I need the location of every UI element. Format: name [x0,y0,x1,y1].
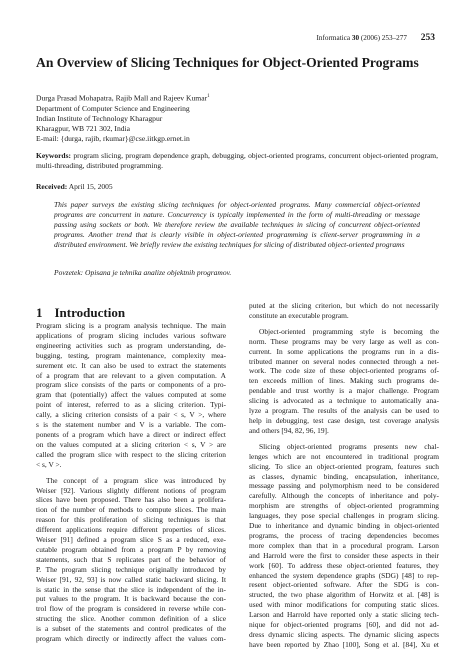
text-line: < s, V >. [36,459,62,469]
text-line: morphism are strengths of object-oriented programming [249,501,439,511]
text-line: Due to inheritance and dynamic binding in object-oriented [249,521,439,531]
text-line: applications of program slicing includes various software [36,330,226,340]
povzetek: Povzetek: Opisana je tehnika analize objektnih programov. [54,268,232,277]
text-line: Slicing object-oriented programs presents new chal- [259,441,439,451]
keywords-text: program slicing, program dependence graph, debugging, object-oriented programs, concurrent object-oriented program, multi-threading, distributed programming. [36,151,438,170]
author-email: E-mail: {durga, rajib, rkumar}@cse.iitkgp.ernet.in [36,134,190,144]
text-line: Larson and Harrold have reported only a static slicing tech- [249,610,439,620]
text-line: Weiser [91] defined a program slice S as a reduced, exe- [36,535,226,545]
text-line: structing the slice. Another common definition of a slice [36,614,226,624]
text-line: Weiser [91, 92, 93] is now called static backward slicing. It [36,574,226,584]
text-line: engineering activities such as program understanding, de- [36,340,226,350]
text-line: have been reported by Zhao [100], Song et al. [84], Xu et [249,639,439,649]
author-names-text: Durga Prasad Mohapatra, Rajib Mall and Rajeev Kumar [36,93,208,103]
text-line: tributed manner on several nodes connected through a net- [249,356,439,366]
section-heading [36,305,125,321]
section-number: 1 [36,305,43,320]
keywords [36,151,438,171]
author-city: Kharagpur, WB 721 302, India [36,124,131,134]
author-footnote-mark: 1 [207,94,210,99]
text-line: lyze a program. The results of the analysis can be used to [249,406,439,416]
text-line: of a program that are relevant to a given computation. A [36,370,226,380]
running-header [317,33,435,43]
text-line: nique for object-oriented programs [60], and did not ad- [249,620,439,630]
text-line: reason for this proliferation of slicing techniques is that [36,515,226,525]
right-column [249,301,439,650]
journal-issue-pages: (2006) 253–277 [360,34,407,42]
text-line: help in debugging, test case design, test coverage analysis [249,415,439,425]
text-line: bugging, testing, program maintenance, complexity mea- [36,350,226,360]
keywords-label: Keywords: [36,151,71,160]
text-line: program slice consists of the parts or components of a pro- [36,380,226,390]
text-line: slices have been proposed. There has also been a prolifera- [36,495,226,505]
text-line: and Harrold were the first to consider these aspects in their [249,550,439,560]
text-line: and others [94, 82, 96, 19]. [249,425,329,435]
journal-name: Informatica [316,34,351,42]
text-line: is static in the sense that the slice is independent of the in- [36,584,226,594]
text-line: P. The program slicing technique originally introduced by [36,564,226,574]
text-line: work [60]. To address these object-oriented features, they [249,560,439,570]
text-line: norm. These programs may be very large as well as con- [249,336,439,346]
text-line: on the values computed at a slicing criterion < s, V > are [36,439,226,449]
text-line: programs, the process of tracing dependencies becomes [249,530,439,540]
text-line: The concept of a program slice was introduced by [46,475,226,485]
abstract: This paper surveys the existing slicing techniques for object-oriented programs. Many commercial object-oriented programs are concurrent in nature. Concurrency is typically implemented in the form of multi-threading or message passing using sockets or both. We therefore review the available techniques in slicing of concurrent object-oriented programs. Another trend that is clearly visible in object-oriented programming is client-server programming in a distributed environment. We briefly review the existing techniques for slicing of distributed object-oriented programs [54,200,420,249]
text-line: Object-oriented programming style is becoming the [259,326,439,336]
text-line: Program slicing is a program analysis technique. The main [36,321,226,330]
text-line: is a subset of the statements and control predicates of the [36,624,226,634]
text-line: gram that (potentially) affect the values computed at some [36,390,226,400]
text-line: put values to the program. It is backward because the con- [36,594,226,604]
text-line: as classes, dynamic binding, encapsulation, inheritance, [249,471,439,481]
text-line: tion of the number of methods to compute slices. The main [36,505,226,515]
author-institute: Indian Institute of Technology Kharagpur [36,113,163,123]
text-line: ponents of a program which have a direct or indirect effect [36,429,226,439]
text-line: work. The code size of these object-oriented programs of- [249,366,439,376]
text-line: used with minor modifications for computing static slices. [249,600,439,610]
received-value: April 15, 2005 [68,182,113,191]
text-line: slicing. To slice an object-oriented program, features such [249,461,439,471]
left-column [36,321,226,644]
received-label: Received: [36,182,68,191]
text-line: structed, the two phase algorithm of Horwitz et al. [48] is [249,590,439,600]
author-department: Department of Computer Science and Engineering [36,103,190,113]
text-line: pendable and trust worthy is a major challenge. Program [249,386,439,396]
author-names [36,92,210,104]
text-line: program which directly or indirectly affect the values com- [36,634,226,644]
text-line: cally, a slicing criterion consists of a pair < s, V >, where [36,410,226,420]
paper-title: An Overview of Slicing Techniques for Object-Oriented Programs [36,55,419,70]
text-line: cutable program obtained from a program P by removing [36,544,226,554]
text-line: enhanced the system dependence graphs (SDG) [48] to rep- [249,570,439,580]
page-number: 253 [420,33,435,43]
text-line: resent object-oriented software. After the SDG is con- [249,580,439,590]
text-line: dress dynamic slicing aspects. The dynamic slicing aspects [249,630,439,639]
text-line: point of interest, referred to as a slicing criterion. Typi- [36,400,226,410]
text-line: constitute an executable program. [249,310,349,320]
section-title: Introduction [54,305,126,320]
journal-volume: 30 [351,34,360,42]
text-line: message passing and polymorphism need to be considered [249,481,439,491]
text-line: trol flow of the program is considered in reverse while con- [36,604,226,614]
text-line: Weiser [92]. Various slightly different notions of program [36,485,226,495]
text-line: surement etc. It can also be used to extract the statements [36,360,226,370]
text-line: slicing is advocated as a technique to automatically ana- [249,396,439,406]
text-line: called the program slice with respect to the slicing criterion [36,449,226,459]
text-line: current. In some applications the programs run in a dis- [249,346,439,356]
text-line: s is the statement number and V is a variable. The com- [36,420,226,430]
text-line: carefully. Although the concepts of inheritance and poly- [249,491,439,501]
received-date [36,182,113,191]
text-line: ten exceeds million of lines. Making such programs de- [249,376,439,386]
text-line: puted at the slicing criterion, but which do not necessarily [249,301,439,310]
text-line: statements, such that S replicates part of the behavior of [36,554,226,564]
text-line: lenges which are not encountered in traditional program [249,451,439,461]
text-line: languages, they pose special challenges in program slicing. [249,511,439,521]
text-line: different applications require different properties of slices. [36,525,226,535]
author-block [36,92,210,145]
text-line: more complex than that in a procedural program. Larson [249,540,439,550]
